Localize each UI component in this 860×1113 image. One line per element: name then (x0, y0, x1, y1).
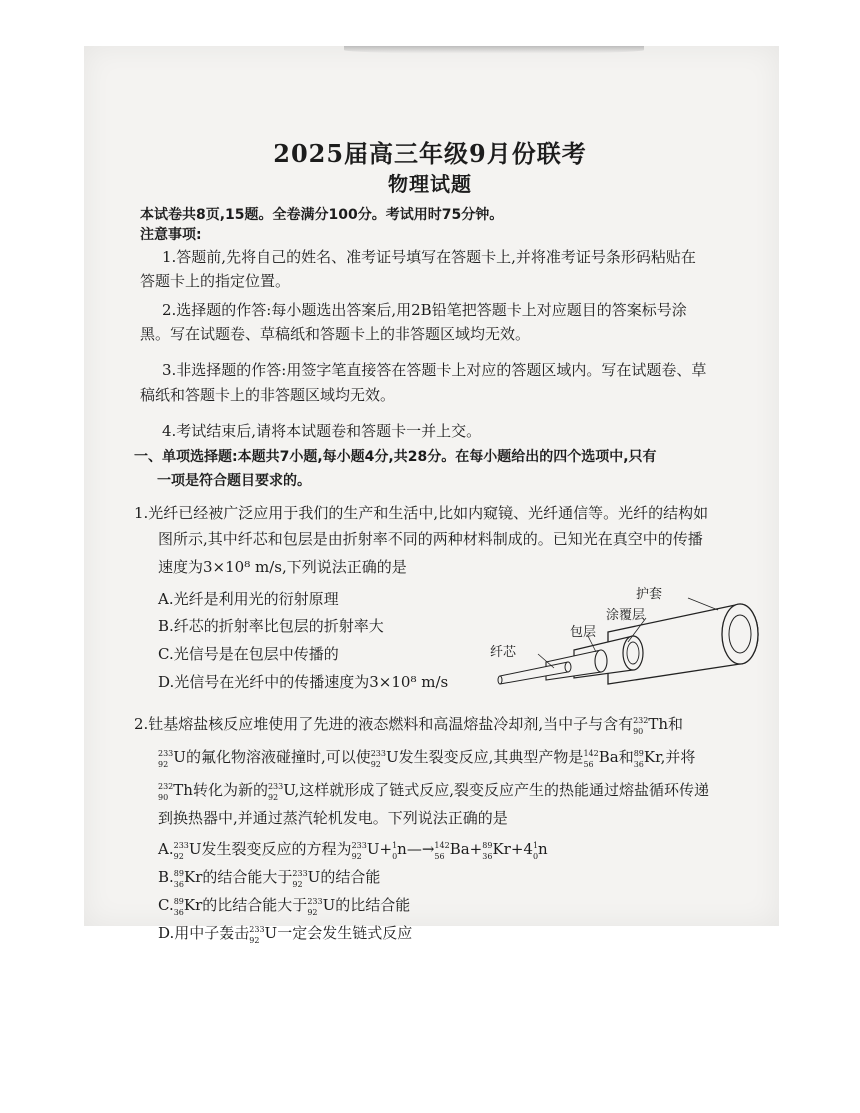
exam-subtitle: 物理试题 (388, 172, 472, 196)
notice-line: 答题卡上的指定位置。 (140, 272, 291, 290)
exam-title: 2025届高三年级9月份联考 (273, 139, 587, 168)
q2-option-a: A.$^{233}$ 92 U发生裂变反应的方程为$^{233}$ 92 U+$^1$ 0 n—→$^{142}$ 56 Ba+$^{89}$ 36 $Kr+4^1$ 0 n (158, 840, 548, 861)
q2-option-b: B.$^{89}$ 36 Kr的结合能大于$^{233}$ 92 U的结合能 (158, 868, 381, 889)
notice-line: 4.考试结束后,请将本试题卷和答题卡一并上交。 (162, 422, 482, 440)
fiber-coating-end (623, 636, 643, 670)
section-heading: 一、单项选择题:本题共7小题,每小题4分,共28分。在每小题给出的四个选项中,只有 (134, 449, 657, 465)
notice-line: 2.选择题的作答:每小题选出答案后,用2B铅笔把答题卡上对应题目的答案标号涂 (162, 301, 687, 319)
q2-stem-line: $^{232}$ 90 Th转化为新的$^{233}$ 92 U,这样就形成了链式反应,裂变反应产生的热能通过熔盐循环传递 (158, 781, 710, 802)
label-coating: 涂覆层 (606, 608, 646, 623)
nuclide-th232: $^{232}$ 90 (633, 716, 649, 736)
q2-stem-line: $^{233}$ 92 U的氟化物溶液碰撞时,可以使$^{233}$ 92 U发生裂变反应,其典型产物是$^{142}$ 56 Ba和$^{89}$ 36 Kr,并将 (158, 748, 696, 769)
q2-stem-line: 2.钍基熔盐核反应堆使用了先进的液态燃料和高温熔盐冷却剂,当中子与含有$^{232}$ 90 Th和 (134, 715, 684, 736)
page-fold-shadow (344, 46, 644, 54)
q2-stem-line: 到换热器中,并通过蒸汽轮机发电。下列说法正确的是 (158, 809, 508, 827)
fiber-core-end (565, 662, 571, 672)
q1-option-c: C.光信号是在包层中传播的 (158, 645, 339, 663)
label-jacket: 护套 (636, 587, 663, 602)
fiber-jacket-end (722, 604, 758, 664)
q1-option-b: B.纤芯的折射率比包层的折射率大 (158, 617, 384, 635)
fiber-core (500, 662, 568, 684)
q1-stem-line: 图所示,其中纤芯和包层是由折射率不同的两种材料制成的。已知光在真空中的传播 (158, 530, 703, 548)
notice-line: 3.非选择题的作答:用签字笔直接答在答题卡上对应的答题区域内。写在试题卷、草 (162, 361, 707, 379)
notice-line: 黑。写在试题卷、草稿纸和答题卡上的非答题区域均无效。 (140, 325, 531, 343)
notice-line: 稿纸和答题卡上的非答题区域均无效。 (140, 386, 396, 404)
q2-option-c: C.$^{89}$ 36 Kr的比结合能大于$^{233}$ 92 U的比结合能 (158, 896, 411, 917)
label-core: 纤芯 (490, 645, 517, 660)
q2-option-d: D.用中子轰击$^{233}$ 92 U一定会发生链式反应 (158, 924, 413, 945)
notice-line: 1.答题前,先将自己的姓名、准考证号填写在答题卡上,并将准考证号条形码粘贴在 (162, 248, 696, 266)
notice-heading: 注意事项: (140, 227, 202, 243)
q1-stem-line: 1.光纤已经被广泛应用于我们的生产和生活中,比如内窥镜、光纤通信等。光纤的结构如 (134, 504, 709, 522)
q1-stem-line: 速度为3×10⁸ m/s,下列说法正确的是 (158, 558, 407, 576)
q1-option-a: A.光纤是利用光的衍射原理 (158, 590, 339, 608)
optical-fiber-diagram (488, 584, 770, 694)
section-heading-cont: 一项是符合题目要求的。 (157, 473, 311, 489)
fiber-cladding-end (595, 650, 607, 672)
label-cladding: 包层 (570, 625, 597, 640)
q1-option-d: D.光信号在光纤中的传播速度为3×10⁸ m/s (158, 673, 449, 691)
exam-summary: 本试卷共8页,15题。全卷满分100分。考试用时75分钟。 (140, 207, 504, 223)
